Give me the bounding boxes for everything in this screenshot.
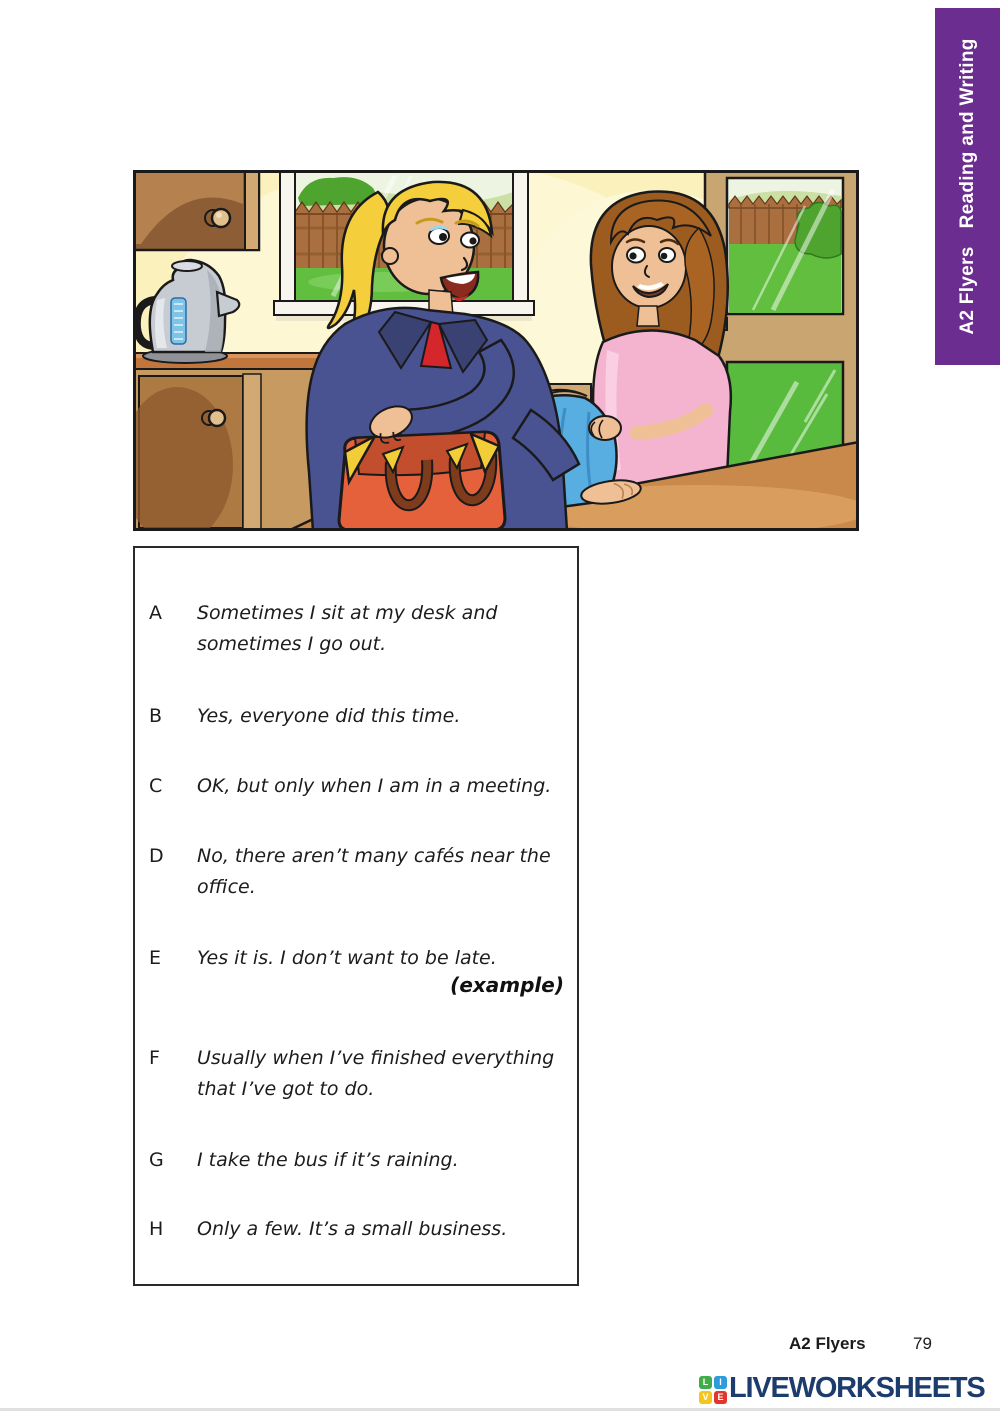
liveworksheets-wordmark: LIVEWORKSHEETS (729, 1372, 985, 1404)
option-letter: A (149, 602, 162, 624)
cabinet-knob (212, 209, 230, 227)
side-banner (935, 8, 1000, 365)
footer-page-number: 79 (913, 1334, 932, 1353)
option-letter: D (149, 845, 164, 867)
option-text: OK, but only when I am in a meeting. (197, 775, 552, 797)
logo-square-v: V (699, 1391, 712, 1404)
example-label: (example) (450, 973, 564, 997)
option-letter: F (149, 1047, 160, 1069)
option-text: Usually when I’ve finished everything (197, 1047, 555, 1069)
logo-square-e: E (714, 1391, 727, 1404)
option-b (149, 701, 460, 732)
option-letter: G (149, 1149, 164, 1171)
logo-square-l: L (699, 1376, 712, 1389)
kitchen-scene-svg (133, 170, 859, 531)
liveworksheets-grid-icon (699, 1376, 727, 1404)
handbag (339, 432, 505, 530)
kitchen-illustration (133, 170, 859, 531)
option-text: No, there aren’t many cafés near the (197, 845, 551, 867)
option-letter: H (149, 1218, 164, 1240)
option-letter: E (149, 947, 162, 969)
door-upper-pane (727, 178, 843, 314)
footer-doc-label: A2 Flyers (789, 1334, 866, 1353)
woman-ear (382, 248, 398, 264)
wall-cabinet (133, 170, 259, 250)
liveworksheets-logo[interactable] (699, 1373, 985, 1404)
option-text: Sometimes I sit at my desk and (197, 602, 498, 624)
option-c (149, 771, 551, 802)
banner-subtitle: Reading and Writing (956, 38, 978, 229)
lower-cabinet-knob (209, 410, 225, 426)
logo-square-i: I (714, 1376, 727, 1389)
window-frame-left (280, 170, 295, 303)
option-h (149, 1214, 507, 1245)
option-d: D No, there aren’t many cafés near the office. (149, 841, 551, 903)
girl-hand (589, 416, 621, 440)
option-text: Yes, everyone did this time. (197, 705, 461, 727)
page-bottom-rule (0, 1408, 1000, 1411)
option-f: F Usually when I’ve finished everything that I’ve got to do. (149, 1043, 554, 1105)
window-frame-right (513, 170, 528, 303)
kettle-gauge (171, 298, 186, 344)
option-text: Yes it is. I don’t want to be late. (197, 947, 497, 969)
option-letter: B (149, 705, 163, 727)
option-text: Only a few. It’s a small business. (197, 1218, 508, 1240)
option-g (149, 1145, 459, 1176)
option-e (149, 943, 497, 974)
cabinet-stile (245, 170, 259, 250)
banner-title: A2 Flyers (956, 246, 978, 335)
options-box (133, 546, 579, 1286)
option-a: A Sometimes I sit at my desk and sometimes I go out. (149, 598, 497, 660)
option-text: I take the bus if it’s raining. (197, 1149, 459, 1171)
option-letter: C (149, 775, 163, 797)
